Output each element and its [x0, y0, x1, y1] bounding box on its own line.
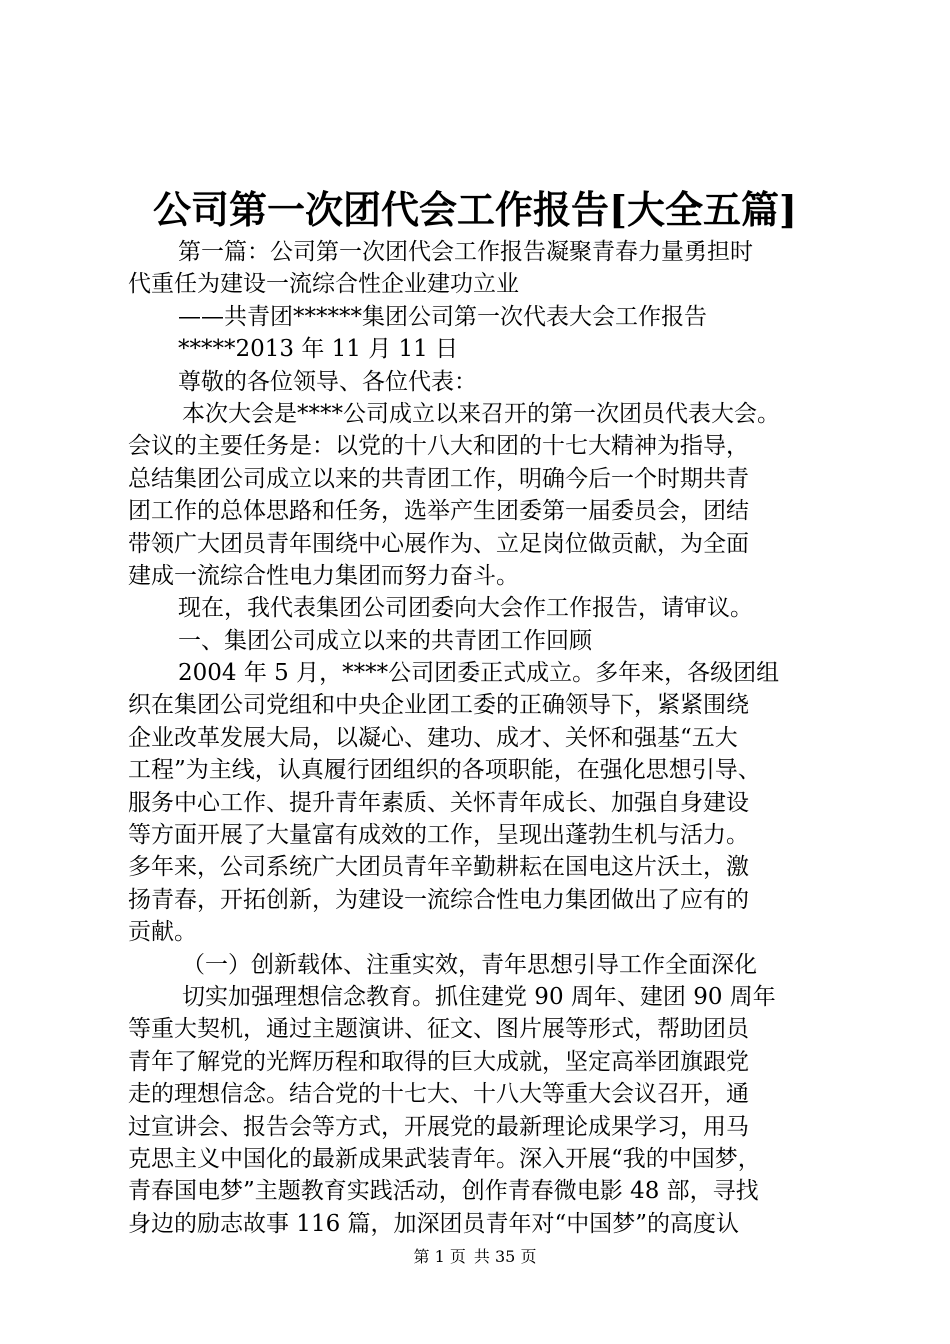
body-line: 贡献。: [128, 919, 197, 946]
body-line: 企业改革发展大局，以凝心、建功、成才、关怀和强基“五大: [128, 724, 738, 751]
body-line: 总结集团公司成立以来的共青团工作，明确今后一个时期共青: [128, 465, 749, 492]
body-line: 织在集团公司党组和中央企业团工委的正确领导下，紧紧围绕: [128, 692, 749, 719]
body-line: 第一篇：公司第一次团代会工作报告凝聚青春力量勇担时: [178, 239, 753, 265]
body-line: 走的理想信念。结合党的十七大、十八大等重大会议召开，通: [128, 1081, 749, 1108]
body-line: 青春国电梦”主题教育实践活动，创作青春微电影 48 部，寻找: [128, 1178, 759, 1205]
document-title: 公司第一次团代会工作报告[大全五篇]: [153, 187, 797, 232]
body-line: 现在，我代表集团公司团委向大会作工作报告，请审议。: [178, 595, 753, 622]
body-line: ——共青团******集团公司第一次代表大会工作报告: [178, 303, 707, 330]
body-line: *****2013 年 11 月 11 日: [178, 336, 459, 363]
body-line: 扬青春，开拓创新，为建设一流综合性电力集团做出了应有的: [128, 886, 749, 913]
document-body: [128, 236, 832, 1240]
body-line: 等方面开展了大量富有成效的工作，呈现出蓬勃生机与活力。: [128, 822, 749, 849]
body-line: 等重大契机，通过主题演讲、征文、图片展等形式，帮助团员: [128, 1016, 749, 1043]
body-line: 带领广大团员青年围绕中心展作为、立足岗位做贡献，为全面: [128, 530, 749, 557]
body-line: 青年了解党的光辉历程和取得的巨大成就，坚定高举团旗跟党: [128, 1048, 749, 1075]
body-line: 过宣讲会、报告会等方式，开展党的最新理论成果学习，用马: [128, 1113, 749, 1140]
page-number: 第 1 页: [413, 1247, 466, 1266]
body-line: 会议的主要任务是：以党的十八大和团的十七大精神为指导，: [128, 433, 749, 460]
body-line: 工程”为主线，认真履行团组织的各项职能，在强化思想引导、: [128, 757, 761, 784]
section-heading: 一、集团公司成立以来的共青团工作回顾: [178, 627, 592, 654]
body-line: 2004 年 5 月，****公司团委正式成立。多年来，各级团组: [178, 660, 780, 687]
body-line: 尊敬的各位领导、各位代表：: [178, 368, 477, 395]
body-line: 服务中心工作、提升青年素质、关怀青年成长、加强自身建设: [128, 789, 749, 816]
body-line: 身边的励志故事 116 篇，加深团员青年对“中国梦”的高度认: [128, 1210, 740, 1237]
body-line: 建成一流综合性电力集团而努力奋斗。: [128, 562, 519, 589]
body-line: 代重任为建设一流综合性企业建功立业: [128, 271, 519, 298]
body-line: 切实加强理想信念教育。抓住建党 90 周年、建团 90 周年: [182, 983, 776, 1010]
subsection-heading: （一）创新载体、注重实效，青年思想引导工作全面深化: [182, 951, 757, 978]
body-line: 多年来，公司系统广大团员青年辛勤耕耘在国电这片沃土，激: [128, 854, 749, 881]
body-line: 本次大会是****公司成立以来召开的第一次团员代表大会。: [182, 400, 780, 427]
body-line: 克思主义中国化的最新成果武装青年。深入开展“我的中国梦，: [128, 1145, 761, 1172]
page-footer: [0, 1244, 950, 1267]
body-line: 团工作的总体思路和任务，选举产生团委第一届委员会，团结: [128, 498, 749, 525]
page-total: 共 35 页: [473, 1247, 537, 1266]
